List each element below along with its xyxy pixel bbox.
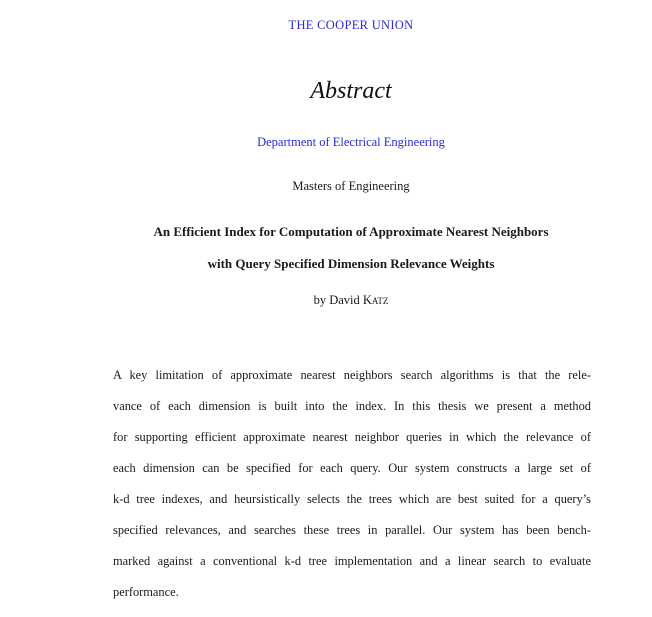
abstract-line: vance of each dimension is built into the index. In this thesis we present a method [113,399,591,413]
university-name[interactable]: THE COOPER UNION [288,18,414,32]
abstract-line: A key limitation of approximate nearest neighbors search algorithms is that the rele- [113,368,591,382]
abstract-heading: Abstract [310,78,392,104]
thesis-title-line-1: An Efficient Index for Computation of Approximate Nearest Neighbors [153,224,549,239]
abstract-line: k-d tree indexes, and heursistically selects the trees which are best suited for a query’s [113,492,591,506]
author-prefix: by David [313,293,363,307]
author-surname: Katz [362,293,389,307]
degree-name: Masters of Engineering [292,179,410,193]
abstract-line: marked against a conventional k-d tree implementation and a linear search to evaluate [113,554,591,568]
thesis-title-line-2: with Query Specified Dimension Relevance Weights [207,256,495,271]
abstract-line: performance. [113,585,179,599]
author-byline [0,293,652,308]
abstract-body [113,360,591,608]
abstract-line: each dimension can be specified for each query. Our system constructs a large set of [113,461,591,475]
department-name[interactable]: Department of Electrical Engineering [257,135,445,149]
abstract-line: specified relevances, and searches these trees in parallel. Our system has been bench- [113,523,591,537]
abstract-line: for supporting efficient approximate nearest neighbor queries in which the relevance of [113,430,591,444]
